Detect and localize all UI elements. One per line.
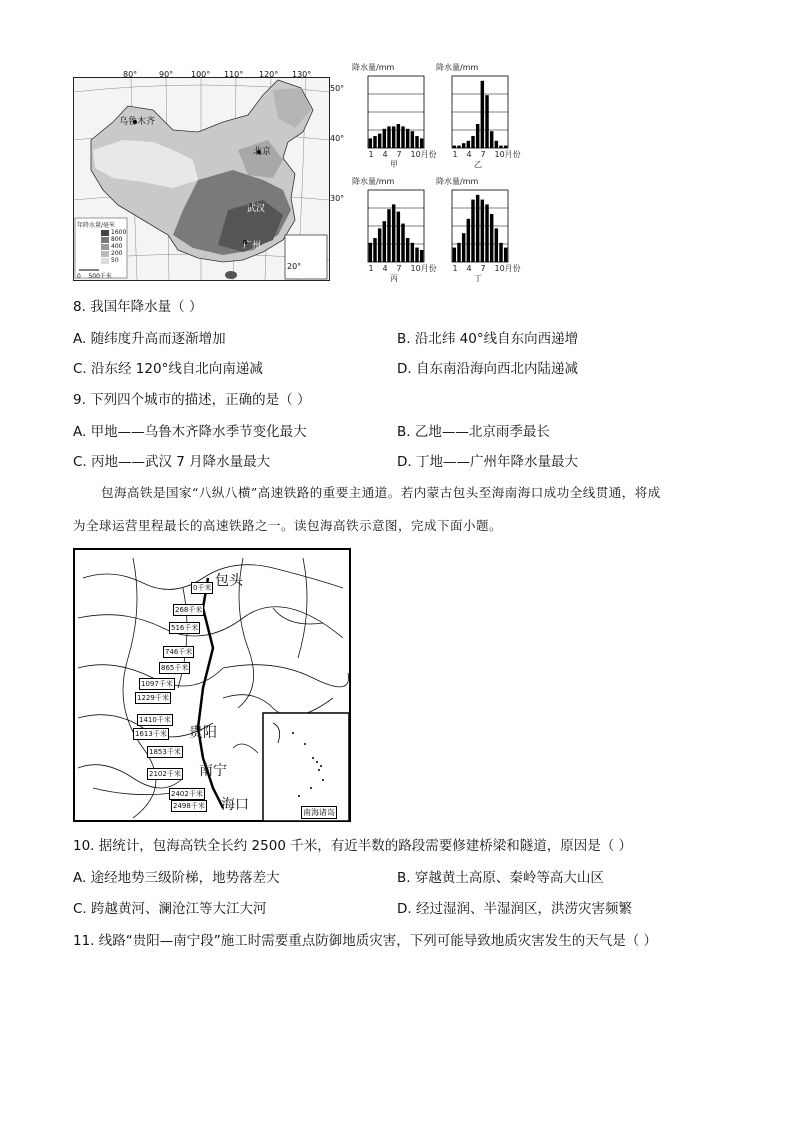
chart-ylabel: 降水量/mm bbox=[436, 177, 479, 186]
question-8-stem: 8. 我国年降水量（ ） bbox=[73, 299, 203, 315]
q10-option-b[interactable]: B. 穿越黄土高原、秦岭等高大山区 bbox=[397, 870, 604, 886]
legend-value: 1600 bbox=[111, 229, 127, 236]
chart-bar bbox=[453, 248, 456, 262]
chart-xtick: 4 bbox=[466, 150, 472, 159]
chart-bar bbox=[420, 138, 423, 148]
city-label-beijing: 北京 bbox=[253, 147, 272, 157]
legend-value: 800 bbox=[111, 236, 123, 243]
chart-bar bbox=[397, 124, 400, 148]
lon-tick: 100° bbox=[191, 70, 211, 79]
chart-xtick: 1 bbox=[368, 264, 374, 273]
q9-option-a[interactable]: A. 甲地——乌鲁木齐降水季节变化最大 bbox=[73, 424, 307, 440]
chart-bar bbox=[387, 126, 390, 148]
city-label-baotou: 包头 bbox=[215, 573, 243, 589]
q10-option-d[interactable]: D. 经过湿润、半湿润区，洪涝灾害频繁 bbox=[397, 901, 632, 917]
city-label-haikou: 海口 bbox=[221, 797, 249, 813]
distance-label: 0千米 bbox=[193, 584, 212, 592]
chart-bar bbox=[462, 143, 465, 148]
chart-xtick: 4 bbox=[466, 264, 472, 273]
chart-xtick: 1 bbox=[368, 150, 374, 159]
chart-panel-name: 乙 bbox=[474, 160, 482, 169]
lon-tick: 110° bbox=[224, 70, 244, 79]
chart-bar bbox=[453, 146, 456, 148]
lon-tick: 80° bbox=[123, 70, 138, 79]
chart-xtick: 1 bbox=[452, 264, 458, 273]
chart-bar bbox=[378, 228, 381, 262]
distance-label: 268千米 bbox=[175, 606, 203, 614]
inset-label: 南海诸岛 bbox=[303, 808, 335, 817]
chart-bar bbox=[369, 243, 372, 262]
q10-option-a[interactable]: A. 途经地势三级阶梯，地势落差大 bbox=[73, 870, 280, 886]
chart-bar bbox=[490, 214, 493, 262]
chart-bar bbox=[481, 81, 484, 148]
chart-panel-name: 甲 bbox=[390, 160, 398, 169]
lon-tick: 90° bbox=[159, 70, 174, 79]
chart-bar bbox=[467, 141, 470, 148]
lon-tick: 130° bbox=[292, 70, 312, 79]
chart-bar bbox=[397, 212, 400, 262]
chart-bar bbox=[499, 146, 502, 148]
chart-ylabel: 降水量/mm bbox=[352, 177, 395, 186]
intro-line-1: 包海高铁是国家“八纵八横”高速铁路的重要主通道。若内蒙古包头至海南海口成功全线贯通，将成 bbox=[101, 485, 661, 500]
chart-bar bbox=[499, 243, 502, 262]
chart-xtick: 7 bbox=[480, 150, 486, 159]
distance-label: 2102千米 bbox=[149, 770, 181, 778]
q10-option-c[interactable]: C. 跨越黄河、澜沧江等大江大河 bbox=[73, 901, 267, 917]
chart-xtick: 7 bbox=[396, 150, 402, 159]
question-10-stem: 10. 据统计，包海高铁全长约 2500 千米，有近半数的路段需要修建桥梁和隧道，原因是（ ） bbox=[73, 838, 632, 854]
chart-panel-name: 丁 bbox=[474, 274, 482, 283]
chart-bar bbox=[401, 224, 404, 262]
chart-bar bbox=[495, 228, 498, 262]
chart-panel-name: 丙 bbox=[390, 274, 398, 283]
distance-label: 1613千米 bbox=[135, 730, 167, 738]
chart-xtick: 7 bbox=[480, 264, 486, 273]
chart-bar bbox=[485, 95, 488, 148]
q8-option-a[interactable]: A. 随纬度升高而逐渐增加 bbox=[73, 331, 226, 347]
legend-title: 年降水量/毫米 bbox=[77, 222, 116, 229]
chart-bar bbox=[471, 200, 474, 262]
chart-bar bbox=[369, 138, 372, 148]
chart-bar bbox=[373, 136, 376, 148]
chart-bar bbox=[476, 124, 479, 148]
chart-bar bbox=[476, 195, 479, 262]
map-scale: 0 500千米 bbox=[77, 273, 112, 280]
chart-bar bbox=[457, 146, 460, 148]
chart-bar bbox=[504, 146, 507, 148]
lon-tick: 120° bbox=[259, 70, 279, 79]
chart-xtick: 1 bbox=[452, 150, 458, 159]
chart-bar bbox=[467, 219, 470, 262]
intro-paragraph bbox=[73, 476, 723, 542]
lat-tick: 40° bbox=[330, 134, 345, 143]
chart-ylabel: 降水量/mm bbox=[352, 63, 395, 72]
chart-ylabel: 降水量/mm bbox=[436, 63, 479, 72]
q9-option-b[interactable]: B. 乙地——北京雨季最长 bbox=[397, 424, 550, 440]
q9-option-d[interactable]: D. 丁地——广州年降水量最大 bbox=[397, 454, 578, 470]
q8-option-c[interactable]: C. 沿东经 120°线自北向南递减 bbox=[73, 361, 263, 377]
chart-xtick: 7 bbox=[396, 264, 402, 273]
chart-bar bbox=[420, 250, 423, 262]
distance-label: 1410千米 bbox=[139, 716, 171, 724]
chart-xtick: 10月份 bbox=[410, 264, 437, 273]
legend-value: 200 bbox=[111, 250, 123, 257]
railway-map bbox=[73, 548, 353, 824]
chart-bar bbox=[457, 243, 460, 262]
city-label-urumqi: 乌鲁木齐 bbox=[119, 117, 156, 127]
chart-bar bbox=[462, 233, 465, 262]
lat-tick: 50° bbox=[330, 84, 345, 93]
chart-bar bbox=[406, 129, 409, 148]
chart-bar bbox=[485, 204, 488, 262]
q8-option-d[interactable]: D. 自东南沿海向西北内陆递减 bbox=[397, 361, 578, 377]
chart-bar bbox=[481, 200, 484, 262]
city-label-nanning: 南宁 bbox=[199, 763, 227, 779]
distance-label: 516千米 bbox=[171, 624, 199, 632]
chart-bar bbox=[415, 136, 418, 148]
chart-bar bbox=[490, 131, 493, 148]
chart-bar bbox=[415, 248, 418, 262]
chart-xtick: 4 bbox=[382, 264, 388, 273]
chart-bar bbox=[411, 131, 414, 148]
chart-bar bbox=[373, 238, 376, 262]
precipitation-map bbox=[73, 70, 345, 282]
q9-option-c[interactable]: C. 丙地——武汉 7 月降水量最大 bbox=[73, 454, 271, 470]
distance-label: 1229千米 bbox=[137, 694, 169, 702]
chart-xtick: 4 bbox=[382, 150, 388, 159]
legend-value: 400 bbox=[111, 243, 123, 250]
legend-value: 50 bbox=[111, 257, 119, 264]
chart-bar bbox=[406, 238, 409, 262]
distance-label: 2498千米 bbox=[173, 802, 205, 810]
climate-charts bbox=[350, 62, 530, 288]
distance-label: 1853千米 bbox=[149, 748, 181, 756]
question-11-stem: 11. 线路“贵阳—南宁段”施工时需要重点防御地质灾害，下列可能导致地质灾害发生的天气是（ ） bbox=[73, 933, 658, 949]
chart-bar bbox=[383, 129, 386, 148]
chart-xtick: 10月份 bbox=[494, 264, 521, 273]
lat-tick: 20° bbox=[287, 262, 302, 271]
distance-label: 865千米 bbox=[161, 664, 189, 672]
distance-label: 746千米 bbox=[165, 648, 193, 656]
question-9-stem: 9. 下列四个城市的描述，正确的是（ ） bbox=[73, 392, 311, 408]
chart-xtick: 10月份 bbox=[494, 150, 521, 159]
q8-option-b[interactable]: B. 沿北纬 40°线自东向西递增 bbox=[397, 331, 579, 347]
chart-bar bbox=[387, 209, 390, 262]
city-label-guangzhou: 广州 bbox=[243, 241, 262, 251]
chart-bar bbox=[411, 243, 414, 262]
distance-label: 2402千米 bbox=[171, 790, 203, 798]
city-label-guiyang: 贵阳 bbox=[189, 725, 217, 741]
lat-tick: 30° bbox=[330, 194, 345, 203]
chart-bar bbox=[495, 141, 498, 148]
chart-bar bbox=[383, 221, 386, 262]
chart-bar bbox=[401, 126, 404, 148]
chart-bar bbox=[471, 136, 474, 148]
city-label-wuhan: 武汉 bbox=[247, 204, 266, 214]
chart-xtick: 10月份 bbox=[410, 150, 437, 159]
chart-bar bbox=[378, 134, 381, 148]
intro-line-2: 为全球运营里程最长的高速铁路之一。读包海高铁示意图，完成下面小题。 bbox=[73, 518, 503, 533]
chart-bar bbox=[504, 248, 507, 262]
chart-bar bbox=[392, 126, 395, 148]
distance-label: 1097千米 bbox=[141, 680, 173, 688]
chart-bar bbox=[392, 204, 395, 262]
